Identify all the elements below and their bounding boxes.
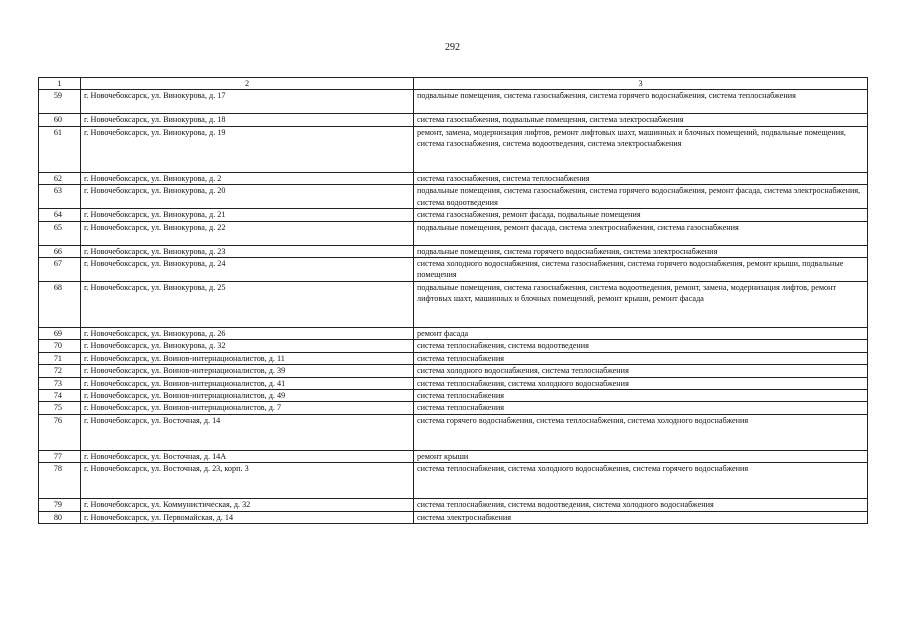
row-address: г. Новочебоксарск, ул. Винокурова, д. 23 <box>81 245 414 257</box>
row-works: ремонт крыши <box>414 450 868 462</box>
header-col-3: 3 <box>414 78 868 90</box>
row-works: подвальные помещения, система газоснабжения, система горячего водоснабжения, система теплоснабжения <box>414 90 868 114</box>
table-row <box>39 245 868 257</box>
row-number: 78 <box>39 463 81 499</box>
row-address: г. Новочебоксарск, ул. Восточная, д. 14А <box>81 450 414 462</box>
row-address: г. Новочебоксарск, ул. Винокурова, д. 17 <box>81 90 414 114</box>
table-header-row <box>39 78 868 90</box>
table-row <box>39 352 868 364</box>
row-works: система газоснабжения, система теплоснабжения <box>414 172 868 184</box>
row-number: 77 <box>39 450 81 462</box>
row-address: г. Новочебоксарск, ул. Воинов-интернационалистов, д. 11 <box>81 352 414 364</box>
row-number: 80 <box>39 511 81 523</box>
row-number: 74 <box>39 390 81 402</box>
table-row <box>39 185 868 209</box>
row-works: система теплоснабжения <box>414 352 868 364</box>
row-address: г. Новочебоксарск, ул. Восточная, д. 23, корп. 3 <box>81 463 414 499</box>
row-works: система холодного водоснабжения, система газоснабжения, система горячего водоснабжения, ремонт крыши, подвальные помещения <box>414 258 868 282</box>
row-works: система теплоснабжения, система водоотведения <box>414 340 868 352</box>
row-address: г. Новочебоксарск, ул. Восточная, д. 14 <box>81 414 414 450</box>
row-number: 68 <box>39 282 81 328</box>
row-number: 65 <box>39 221 81 245</box>
row-address: г. Новочебоксарск, ул. Винокурова, д. 26 <box>81 328 414 340</box>
row-works: подвальные помещения, система газоснабжения, система водоотведения, ремонт, замена, модернизация лифтов, ремонт лифтовых шахт, машинных и блочных помещений, ремонт крыши, ремонт фасада <box>414 282 868 328</box>
row-works: система электроснабжения <box>414 511 868 523</box>
row-address: г. Новочебоксарск, ул. Винокурова, д. 20 <box>81 185 414 209</box>
row-address: г. Новочебоксарск, ул. Коммунистическая, д. 32 <box>81 499 414 511</box>
row-works: система холодного водоснабжения, система теплоснабжения <box>414 365 868 377</box>
table-row <box>39 258 868 282</box>
row-works: система теплоснабжения, система холодного водоснабжения <box>414 377 868 389</box>
row-number: 76 <box>39 414 81 450</box>
row-works: ремонт, замена, модернизация лифтов, ремонт лифтовых шахт, машинных и блочных помещений, подвальные помещения, система газоснабжения, система водоотведения, система электроснабжения <box>414 126 868 172</box>
table-row <box>39 377 868 389</box>
table-row <box>39 390 868 402</box>
table-row <box>39 511 868 523</box>
row-address: г. Новочебоксарск, ул. Винокурова, д. 22 <box>81 221 414 245</box>
row-number: 73 <box>39 377 81 389</box>
table-row <box>39 328 868 340</box>
header-col-1: 1 <box>39 78 81 90</box>
table-row <box>39 365 868 377</box>
row-number: 69 <box>39 328 81 340</box>
row-works: система теплоснабжения <box>414 402 868 414</box>
table-row <box>39 172 868 184</box>
row-address: г. Новочебоксарск, ул. Воинов-интернационалистов, д. 7 <box>81 402 414 414</box>
row-address: г. Новочебоксарск, ул. Винокурова, д. 32 <box>81 340 414 352</box>
row-number: 62 <box>39 172 81 184</box>
table-row <box>39 463 868 499</box>
table-row <box>39 209 868 221</box>
row-number: 70 <box>39 340 81 352</box>
row-address: г. Новочебоксарск, ул. Винокурова, д. 25 <box>81 282 414 328</box>
row-number: 64 <box>39 209 81 221</box>
row-works: система газоснабжения, подвальные помещения, система электроснабжения <box>414 114 868 126</box>
row-number: 79 <box>39 499 81 511</box>
row-address: г. Новочебоксарск, ул. Винокурова, д. 18 <box>81 114 414 126</box>
row-works: система теплоснабжения <box>414 390 868 402</box>
row-address: г. Новочебоксарск, ул. Винокурова, д. 21 <box>81 209 414 221</box>
row-address: г. Новочебоксарск, ул. Воинов-интернационалистов, д. 49 <box>81 390 414 402</box>
row-number: 71 <box>39 352 81 364</box>
page-number: 292 <box>445 42 460 53</box>
table-row <box>39 450 868 462</box>
row-address: г. Новочебоксарск, ул. Воинов-интернационалистов, д. 39 <box>81 365 414 377</box>
row-works: подвальные помещения, система горячего водоснабжения, система электроснабжения <box>414 245 868 257</box>
row-works: система газоснабжения, ремонт фасада, подвальные помещения <box>414 209 868 221</box>
row-works: система горячего водоснабжения, система теплоснабжения, система холодного водоснабжения <box>414 414 868 450</box>
row-number: 72 <box>39 365 81 377</box>
row-address: г. Новочебоксарск, ул. Винокурова, д. 24 <box>81 258 414 282</box>
row-address: г. Новочебоксарск, ул. Воинов-интернационалистов, д. 41 <box>81 377 414 389</box>
table-row <box>39 126 868 172</box>
row-address: г. Новочебоксарск, ул. Винокурова, д. 2 <box>81 172 414 184</box>
row-number: 75 <box>39 402 81 414</box>
header-col-2: 2 <box>81 78 414 90</box>
table-row <box>39 340 868 352</box>
row-number: 61 <box>39 126 81 172</box>
row-number: 60 <box>39 114 81 126</box>
table-row <box>39 402 868 414</box>
row-number: 66 <box>39 245 81 257</box>
row-address: г. Новочебоксарск, ул. Первомайская, д. 14 <box>81 511 414 523</box>
row-works: ремонт фасада <box>414 328 868 340</box>
row-works: система теплоснабжения, система водоотведения, система холодного водоснабжения <box>414 499 868 511</box>
row-address: г. Новочебоксарск, ул. Винокурова, д. 19 <box>81 126 414 172</box>
row-number: 59 <box>39 90 81 114</box>
table-row <box>39 282 868 328</box>
row-works: подвальные помещения, ремонт фасада, система электроснабжения, система газоснабжения <box>414 221 868 245</box>
table-row <box>39 114 868 126</box>
table-row <box>39 414 868 450</box>
row-number: 63 <box>39 185 81 209</box>
table-row <box>39 90 868 114</box>
table-row <box>39 221 868 245</box>
row-works: система теплоснабжения, система холодного водоснабжения, система горячего водоснабжения <box>414 463 868 499</box>
row-number: 67 <box>39 258 81 282</box>
works-table <box>38 77 868 524</box>
table-row <box>39 499 868 511</box>
row-works: подвальные помещения, система газоснабжения, система горячего водоснабжения, ремонт фасада, система электроснабжения, система водоотведения <box>414 185 868 209</box>
